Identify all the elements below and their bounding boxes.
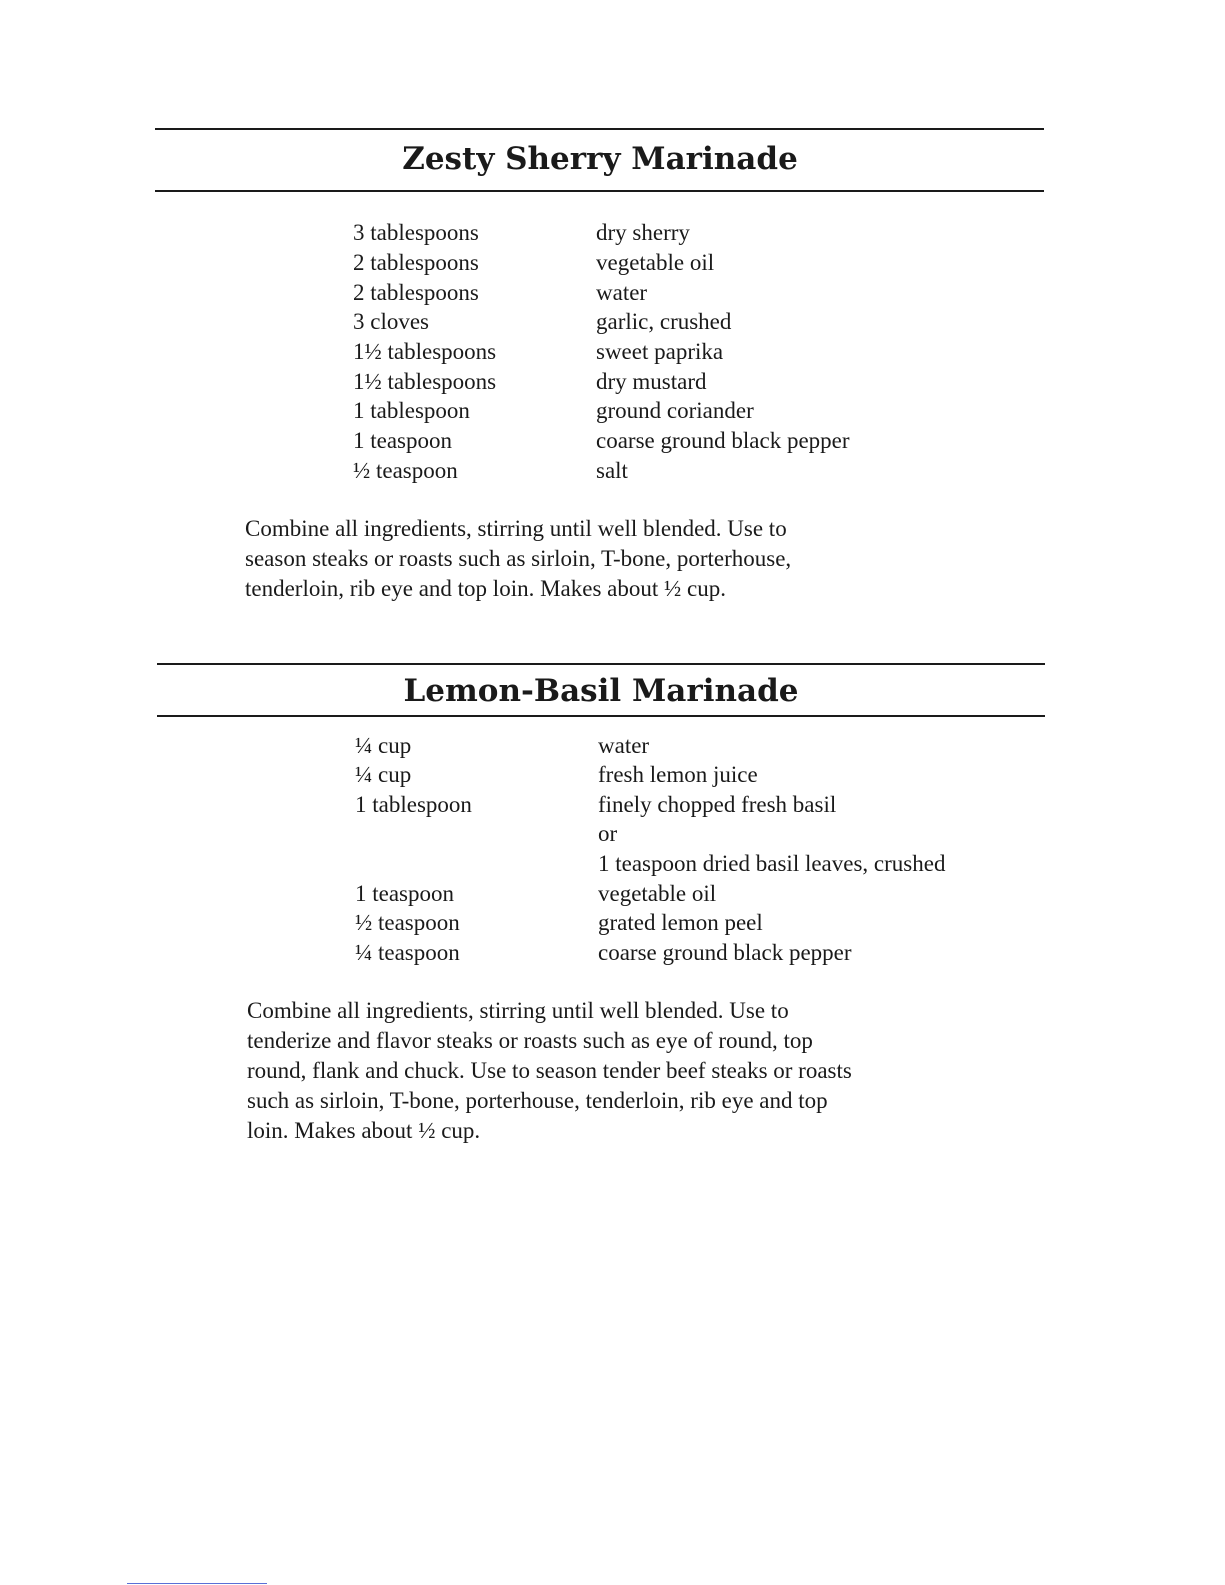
ingredient-name: salt (596, 458, 628, 483)
ingredient-name: 1 teaspoon dried basil leaves, crushed (598, 851, 946, 876)
ingredient-quantity: 1 tablespoon (355, 792, 472, 817)
method-paragraph-recipe-1 (245, 514, 791, 604)
method-line: Combine all ingredients, stirring until well blended. Use to (247, 998, 789, 1023)
method-line: season steaks or roasts such as sirloin, T-bone, porterhouse, (245, 546, 792, 571)
ingredient-quantity: 1½ tablespoons (353, 339, 497, 364)
ingredient-name: grated lemon peel (598, 910, 763, 935)
ingredient-quantity: 1 tablespoon (353, 398, 470, 423)
ingredient-quantity: ¼ teaspoon (355, 940, 460, 965)
method-line: tenderloin, rib eye and top loin. Makes about ½ cup. (245, 576, 726, 601)
ingredient-name: finely chopped fresh basil (598, 792, 837, 817)
method-line: Combine all ingredients, stirring until well blended. Use to (245, 516, 787, 541)
bottom-rule-recipe-2 (157, 715, 1045, 717)
ingredient-name: vegetable oil (596, 250, 715, 275)
scan-mark (127, 1583, 267, 1584)
ingredient-name: coarse ground black pepper (598, 940, 852, 965)
ingredient-quantity: ¼ cup (355, 733, 412, 758)
ingredient-name: water (598, 733, 650, 758)
ingredient-quantity: ½ teaspoon (353, 458, 458, 483)
ingredient-name: dry mustard (596, 369, 707, 394)
ingredient-name: coarse ground black pepper (596, 428, 850, 453)
top-rule-recipe-2 (157, 663, 1045, 665)
ingredient-name: fresh lemon juice (598, 762, 758, 787)
method-paragraph-recipe-2 (247, 996, 852, 1146)
method-line: tenderize and flavor steaks or roasts such as eye of round, top (247, 1028, 813, 1053)
method-line: loin. Makes about ½ cup. (247, 1118, 481, 1143)
ingredient-name: sweet paprika (596, 339, 724, 364)
method-line: round, flank and chuck. Use to season tender beef steaks or roasts (247, 1058, 852, 1083)
ingredient-name: water (596, 280, 648, 305)
ingredient-name: vegetable oil (598, 881, 717, 906)
ingredient-quantity: 1 teaspoon (355, 881, 455, 906)
ingredient-quantity: 1 teaspoon (353, 428, 453, 453)
ingredient-name: ground coriander (596, 398, 754, 423)
ingredient-name: garlic, crushed (596, 309, 732, 334)
ingredient-quantity: 3 tablespoons (353, 220, 479, 245)
recipe-title-zesty-sherry: Zesty Sherry Marinade (402, 141, 798, 177)
ingredient-name: dry sherry (596, 220, 690, 245)
recipe-title-lemon-basil: Lemon-Basil Marinade (403, 673, 799, 709)
ingredient-quantity: 2 tablespoons (353, 280, 479, 305)
method-line: such as sirloin, T-bone, porterhouse, tenderloin, rib eye and top (247, 1088, 828, 1113)
bottom-rule-recipe-1 (155, 190, 1044, 192)
ingredient-quantity: 3 cloves (353, 309, 430, 334)
ingredient-quantity: ½ teaspoon (355, 910, 460, 935)
ingredient-name: or (598, 821, 618, 846)
ingredient-quantity: 1½ tablespoons (353, 369, 497, 394)
top-rule-recipe-1 (155, 128, 1044, 130)
ingredient-quantity: ¼ cup (355, 762, 412, 787)
ingredient-quantity: 2 tablespoons (353, 250, 479, 275)
